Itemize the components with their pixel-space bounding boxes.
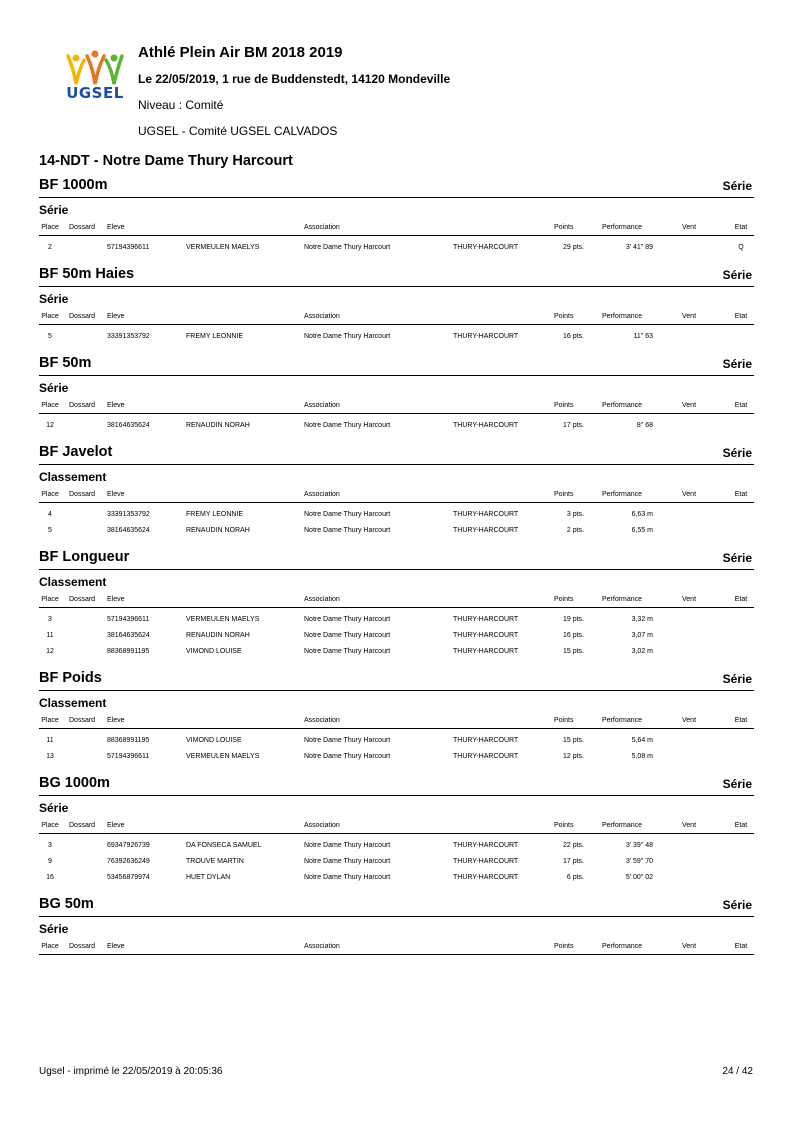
cell-performance: 3' 39" 48 bbox=[625, 842, 653, 849]
cell-ville: THURY-HARCOURT bbox=[453, 527, 519, 534]
column-header-vent: Vent bbox=[682, 717, 697, 724]
cell-place: 11 bbox=[46, 632, 54, 639]
column-header-points: Points bbox=[554, 717, 574, 724]
event-type: Série bbox=[722, 777, 752, 791]
event-name: BF Poids bbox=[39, 670, 102, 686]
cell-dossard: 69347926739 bbox=[107, 842, 150, 849]
column-header-points: Points bbox=[554, 596, 574, 603]
cell-place: 2 bbox=[48, 244, 52, 251]
column-header-performance: Performance bbox=[602, 943, 643, 950]
column-header-dossard: Dossard bbox=[69, 402, 96, 409]
cell-dossard: 33391353792 bbox=[107, 333, 150, 340]
cell-performance: 5' 00" 02 bbox=[625, 874, 653, 881]
event-header bbox=[39, 264, 754, 287]
cell-eleve: VERMEULEN MAELYS bbox=[186, 616, 260, 623]
cell-ville: THURY-HARCOURT bbox=[453, 858, 519, 865]
table-row bbox=[39, 418, 754, 434]
cell-eleve: VIMOND LOUISE bbox=[186, 648, 242, 655]
cell-performance: 5,08 m bbox=[631, 753, 653, 760]
column-header-place: Place bbox=[41, 402, 59, 409]
column-header-place: Place bbox=[41, 491, 59, 498]
column-header-etat: Etat bbox=[734, 596, 748, 603]
result-rows bbox=[39, 325, 754, 347]
cell-points: 6 pts. bbox=[566, 874, 584, 881]
column-header-performance: Performance bbox=[602, 402, 643, 409]
cell-eleve: RENAUDIN NORAH bbox=[186, 422, 250, 429]
cell-dossard: 76392636249 bbox=[107, 858, 150, 865]
cell-place: 5 bbox=[48, 527, 52, 534]
event-phase: Série bbox=[39, 922, 69, 936]
cell-association: Notre Dame Thury Harcourt bbox=[304, 616, 391, 623]
cell-points: 12 pts. bbox=[562, 753, 584, 760]
cell-association: Notre Dame Thury Harcourt bbox=[304, 422, 391, 429]
event-name: BG 50m bbox=[39, 896, 94, 912]
result-rows bbox=[39, 834, 754, 888]
event-type: Série bbox=[722, 268, 752, 282]
cell-ville: THURY-HARCOURT bbox=[453, 632, 519, 639]
event-header bbox=[39, 442, 754, 465]
cell-dossard: 57194396611 bbox=[107, 244, 150, 251]
cell-points: 22 pts. bbox=[562, 842, 584, 849]
column-header-performance: Performance bbox=[602, 717, 643, 724]
event-name: BF 50m Haies bbox=[39, 266, 135, 282]
cell-association: Notre Dame Thury Harcourt bbox=[304, 842, 391, 849]
cell-dossard: 38164635624 bbox=[107, 632, 150, 639]
cell-ville: THURY-HARCOURT bbox=[453, 753, 519, 760]
cell-place: 3 bbox=[48, 616, 52, 623]
cell-eleve: DA FONSECA SAMUEL bbox=[186, 842, 262, 849]
cell-points: 3 pts. bbox=[566, 511, 584, 518]
cell-etat: Q bbox=[738, 244, 744, 251]
cell-association: Notre Dame Thury Harcourt bbox=[304, 632, 391, 639]
table-row bbox=[39, 329, 754, 345]
cell-eleve: VERMEULEN MAELYS bbox=[186, 244, 260, 251]
column-header-association: Association bbox=[304, 822, 340, 829]
event-phase: Classement bbox=[39, 575, 107, 589]
table-row bbox=[39, 240, 754, 256]
column-header-vent: Vent bbox=[682, 822, 697, 829]
athletes-icon bbox=[62, 50, 128, 86]
column-header-association: Association bbox=[304, 717, 340, 724]
cell-performance: 3' 41" 89 bbox=[625, 244, 653, 251]
cell-eleve: RENAUDIN NORAH bbox=[186, 527, 250, 534]
cell-ville: THURY-HARCOURT bbox=[453, 244, 519, 251]
event-section bbox=[39, 175, 754, 258]
column-header-points: Points bbox=[554, 313, 574, 320]
table-row bbox=[39, 749, 754, 765]
column-headers bbox=[39, 219, 754, 236]
column-header-dossard: Dossard bbox=[69, 491, 96, 498]
table-row bbox=[39, 733, 754, 749]
cell-association: Notre Dame Thury Harcourt bbox=[304, 737, 391, 744]
event-type: Série bbox=[722, 446, 752, 460]
event-header bbox=[39, 175, 754, 198]
column-header-association: Association bbox=[304, 943, 340, 950]
column-header-dossard: Dossard bbox=[69, 943, 96, 950]
cell-points: 19 pts. bbox=[562, 616, 584, 623]
event-phase: Série bbox=[39, 801, 69, 815]
meeting-venue: Le 22/05/2019, 1 rue de Buddenstedt, 14120 Mondeville bbox=[138, 72, 451, 86]
column-header-etat: Etat bbox=[734, 717, 748, 724]
cell-points: 16 pts. bbox=[562, 632, 584, 639]
cell-place: 9 bbox=[48, 858, 52, 865]
logo-text: UGSEL bbox=[66, 84, 124, 102]
column-header-association: Association bbox=[304, 596, 340, 603]
cell-place: 4 bbox=[48, 511, 52, 518]
cell-association: Notre Dame Thury Harcourt bbox=[304, 527, 391, 534]
result-rows bbox=[39, 729, 754, 767]
meeting-organizer: UGSEL - Comité UGSEL CALVADOS bbox=[138, 124, 338, 138]
cell-points: 17 pts. bbox=[562, 858, 584, 865]
event-section bbox=[39, 773, 754, 888]
cell-points: 17 pts. bbox=[562, 422, 584, 429]
event-header bbox=[39, 668, 754, 691]
result-rows bbox=[39, 608, 754, 662]
cell-points: 16 pts. bbox=[562, 333, 584, 340]
table-row bbox=[39, 612, 754, 628]
table-row bbox=[39, 870, 754, 886]
column-header-place: Place bbox=[41, 596, 59, 603]
cell-performance: 3,07 m bbox=[631, 632, 653, 639]
cell-ville: THURY-HARCOURT bbox=[453, 422, 519, 429]
column-header-etat: Etat bbox=[734, 943, 748, 950]
column-header-etat: Etat bbox=[734, 822, 748, 829]
cell-eleve: TROUVE MARTIN bbox=[186, 858, 244, 865]
cell-performance: 5,64 m bbox=[631, 737, 653, 744]
column-header-place: Place bbox=[41, 822, 59, 829]
event-phase: Série bbox=[39, 381, 69, 395]
column-header-dossard: Dossard bbox=[69, 313, 96, 320]
event-type: Série bbox=[722, 898, 752, 912]
column-header-place: Place bbox=[41, 313, 59, 320]
column-header-etat: Etat bbox=[734, 313, 748, 320]
cell-dossard: 88368991195 bbox=[107, 737, 150, 744]
event-header bbox=[39, 773, 754, 796]
column-header-eleve: Eleve bbox=[107, 402, 125, 409]
cell-points: 2 pts. bbox=[566, 527, 584, 534]
cell-ville: THURY-HARCOURT bbox=[453, 616, 519, 623]
footer-page-number: 24 / 42 bbox=[722, 1066, 753, 1077]
event-name: BG 1000m bbox=[39, 775, 110, 791]
cell-association: Notre Dame Thury Harcourt bbox=[304, 753, 391, 760]
cell-performance: 6,63 m bbox=[631, 511, 653, 518]
column-header-association: Association bbox=[304, 491, 340, 498]
cell-place: 12 bbox=[46, 648, 54, 655]
meeting-level: Niveau : Comité bbox=[138, 98, 224, 112]
column-header-vent: Vent bbox=[682, 313, 697, 320]
result-rows bbox=[39, 414, 754, 436]
cell-ville: THURY-HARCOURT bbox=[453, 842, 519, 849]
cell-place: 11 bbox=[46, 737, 54, 744]
column-header-eleve: Eleve bbox=[107, 717, 125, 724]
event-section bbox=[39, 668, 754, 767]
column-headers bbox=[39, 486, 754, 503]
cell-eleve: RENAUDIN NORAH bbox=[186, 632, 250, 639]
column-header-dossard: Dossard bbox=[69, 596, 96, 603]
cell-dossard: 53456879974 bbox=[107, 874, 150, 881]
event-header bbox=[39, 353, 754, 376]
event-type: Série bbox=[722, 357, 752, 371]
event-name: BF Javelot bbox=[39, 444, 113, 460]
cell-points: 29 pts. bbox=[562, 244, 584, 251]
column-header-place: Place bbox=[41, 717, 59, 724]
column-header-vent: Vent bbox=[682, 491, 697, 498]
cell-ville: THURY-HARCOURT bbox=[453, 511, 519, 518]
result-rows bbox=[39, 236, 754, 258]
column-header-place: Place bbox=[41, 943, 59, 950]
ugsel-logo bbox=[62, 50, 128, 110]
cell-performance: 3,02 m bbox=[631, 648, 653, 655]
event-phase: Série bbox=[39, 292, 69, 306]
cell-eleve: FREMY LEONNIE bbox=[186, 333, 244, 340]
column-header-eleve: Eleve bbox=[107, 224, 125, 231]
event-section bbox=[39, 353, 754, 436]
cell-performance: 6,55 m bbox=[631, 527, 653, 534]
event-header bbox=[39, 894, 754, 917]
event-phase: Classement bbox=[39, 696, 107, 710]
column-header-vent: Vent bbox=[682, 596, 697, 603]
table-row bbox=[39, 507, 754, 523]
cell-association: Notre Dame Thury Harcourt bbox=[304, 874, 391, 881]
table-row bbox=[39, 523, 754, 539]
column-header-dossard: Dossard bbox=[69, 822, 96, 829]
column-header-eleve: Eleve bbox=[107, 822, 125, 829]
event-name: BF Longueur bbox=[39, 549, 130, 565]
table-row bbox=[39, 644, 754, 660]
column-header-etat: Etat bbox=[734, 224, 748, 231]
meeting-title: Athlé Plein Air BM 2018 2019 bbox=[138, 44, 343, 61]
table-row bbox=[39, 838, 754, 854]
event-phase: Série bbox=[39, 203, 69, 217]
column-headers bbox=[39, 938, 754, 955]
cell-association: Notre Dame Thury Harcourt bbox=[304, 333, 391, 340]
cell-performance: 8" 68 bbox=[636, 422, 653, 429]
column-header-performance: Performance bbox=[602, 224, 643, 231]
column-header-points: Points bbox=[554, 402, 574, 409]
column-header-eleve: Eleve bbox=[107, 943, 125, 950]
column-header-eleve: Eleve bbox=[107, 491, 125, 498]
result-rows bbox=[39, 503, 754, 541]
column-header-association: Association bbox=[304, 402, 340, 409]
column-header-association: Association bbox=[304, 224, 340, 231]
cell-ville: THURY-HARCOURT bbox=[453, 648, 519, 655]
cell-eleve: VERMEULEN MAELYS bbox=[186, 753, 260, 760]
cell-performance: 11" 63 bbox=[633, 333, 653, 340]
cell-points: 15 pts. bbox=[562, 648, 584, 655]
column-headers bbox=[39, 591, 754, 608]
column-header-points: Points bbox=[554, 224, 574, 231]
cell-place: 13 bbox=[46, 753, 54, 760]
cell-association: Notre Dame Thury Harcourt bbox=[304, 244, 391, 251]
table-row bbox=[39, 628, 754, 644]
cell-dossard: 38164635624 bbox=[107, 527, 150, 534]
column-header-performance: Performance bbox=[602, 491, 643, 498]
event-section bbox=[39, 264, 754, 347]
event-phase: Classement bbox=[39, 470, 107, 484]
cell-place: 3 bbox=[48, 842, 52, 849]
cell-eleve: HUET DYLAN bbox=[186, 874, 231, 881]
cell-ville: THURY-HARCOURT bbox=[453, 333, 519, 340]
cell-dossard: 33391353792 bbox=[107, 511, 150, 518]
column-header-performance: Performance bbox=[602, 313, 643, 320]
column-headers bbox=[39, 397, 754, 414]
cell-association: Notre Dame Thury Harcourt bbox=[304, 511, 391, 518]
column-header-place: Place bbox=[41, 224, 59, 231]
cell-place: 16 bbox=[46, 874, 54, 881]
column-header-points: Points bbox=[554, 822, 574, 829]
column-header-points: Points bbox=[554, 491, 574, 498]
column-header-eleve: Eleve bbox=[107, 596, 125, 603]
column-headers bbox=[39, 308, 754, 325]
cell-place: 12 bbox=[46, 422, 54, 429]
column-headers bbox=[39, 712, 754, 729]
cell-ville: THURY-HARCOURT bbox=[453, 874, 519, 881]
column-header-dossard: Dossard bbox=[69, 224, 96, 231]
column-header-vent: Vent bbox=[682, 943, 697, 950]
cell-performance: 3,32 m bbox=[631, 616, 653, 623]
club-title: 14-NDT - Notre Dame Thury Harcourt bbox=[39, 153, 293, 169]
event-section bbox=[39, 547, 754, 662]
cell-performance: 3' 59" 70 bbox=[625, 858, 653, 865]
column-header-eleve: Eleve bbox=[107, 313, 125, 320]
cell-eleve: VIMOND LOUISE bbox=[186, 737, 242, 744]
column-header-etat: Etat bbox=[734, 402, 748, 409]
cell-dossard: 88368991195 bbox=[107, 648, 150, 655]
footer-printed: Ugsel - imprimé le 22/05/2019 à 20:05:36 bbox=[39, 1066, 223, 1077]
event-type: Série bbox=[722, 551, 752, 565]
cell-association: Notre Dame Thury Harcourt bbox=[304, 858, 391, 865]
column-header-association: Association bbox=[304, 313, 340, 320]
event-section bbox=[39, 894, 754, 955]
column-header-performance: Performance bbox=[602, 596, 643, 603]
column-header-dossard: Dossard bbox=[69, 717, 96, 724]
event-type: Série bbox=[722, 672, 752, 686]
table-row bbox=[39, 854, 754, 870]
cell-association: Notre Dame Thury Harcourt bbox=[304, 648, 391, 655]
column-header-vent: Vent bbox=[682, 402, 697, 409]
cell-points: 15 pts. bbox=[562, 737, 584, 744]
cell-dossard: 57194396611 bbox=[107, 616, 150, 623]
event-type: Série bbox=[722, 179, 752, 193]
column-header-etat: Etat bbox=[734, 491, 748, 498]
events-list bbox=[39, 175, 754, 961]
column-header-vent: Vent bbox=[682, 224, 697, 231]
cell-dossard: 38164635624 bbox=[107, 422, 150, 429]
event-name: BF 50m bbox=[39, 355, 92, 371]
cell-dossard: 57194396611 bbox=[107, 753, 150, 760]
column-header-points: Points bbox=[554, 943, 574, 950]
event-name: BF 1000m bbox=[39, 177, 108, 193]
event-header bbox=[39, 547, 754, 570]
cell-ville: THURY-HARCOURT bbox=[453, 737, 519, 744]
column-header-performance: Performance bbox=[602, 822, 643, 829]
cell-eleve: FREMY LEONNIE bbox=[186, 511, 244, 518]
event-section bbox=[39, 442, 754, 541]
cell-place: 5 bbox=[48, 333, 52, 340]
column-headers bbox=[39, 817, 754, 834]
